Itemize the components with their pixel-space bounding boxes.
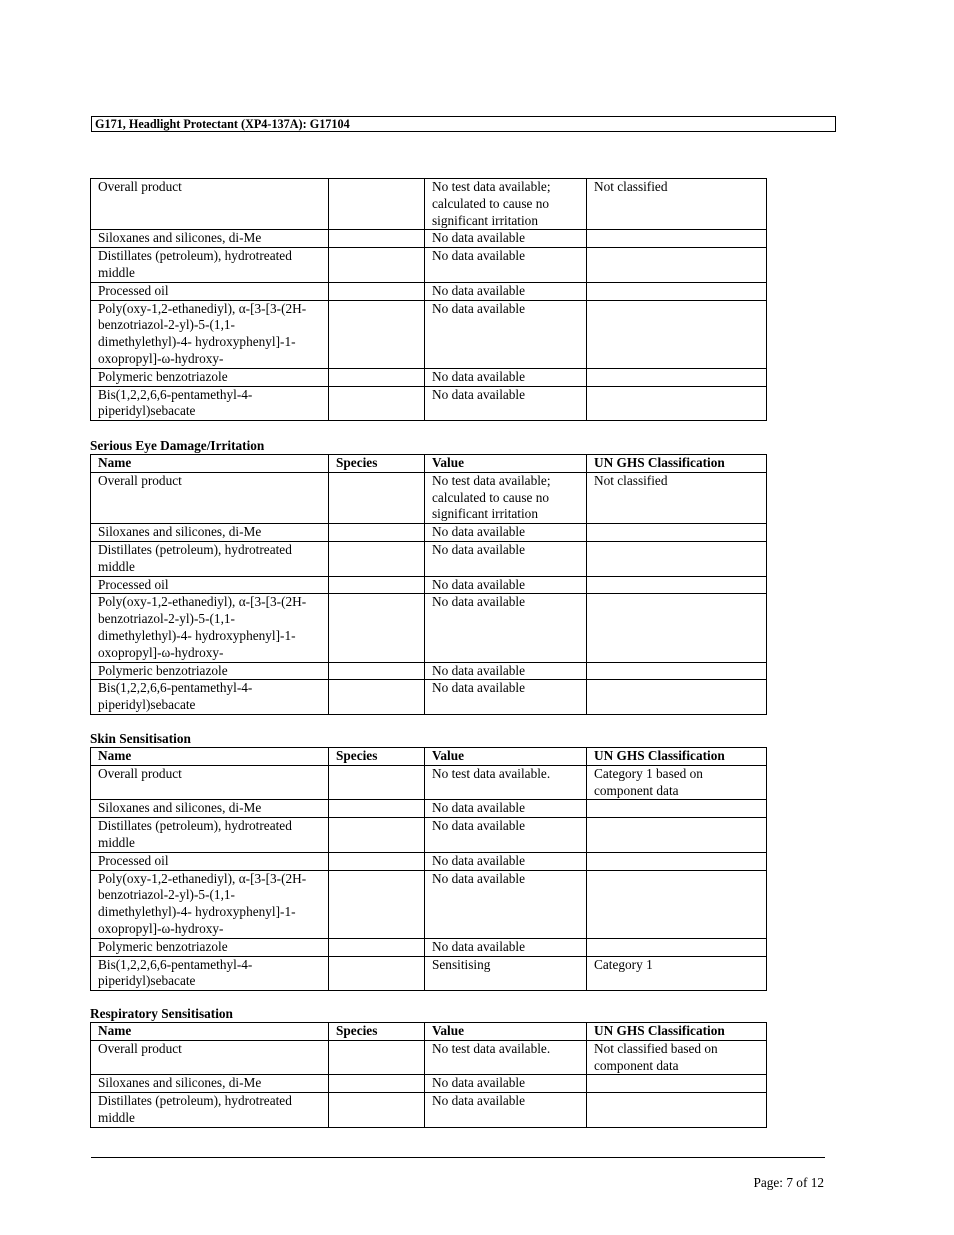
- cell-species: [329, 472, 425, 523]
- cell-classification: [587, 541, 767, 576]
- cell-name: Distillates (petroleum), hydrotreated middle: [91, 541, 329, 576]
- table-row: [91, 870, 767, 938]
- column-header-value: Value: [425, 455, 587, 473]
- cell-classification: [587, 594, 767, 662]
- cell-classification: [587, 870, 767, 938]
- cell-name: Siloxanes and silicones, di-Me: [91, 800, 329, 818]
- table-row: [91, 368, 767, 386]
- cell-species: [329, 282, 425, 300]
- cell-value: No test data available; calculated to cause no significant irritation: [425, 472, 587, 523]
- table-row: [91, 282, 767, 300]
- cell-value: No data available: [425, 662, 587, 680]
- cell-value: No data available: [425, 818, 587, 853]
- column-header-classification: UN GHS Classification: [587, 455, 767, 473]
- cell-value: No test data available.: [425, 1040, 587, 1075]
- cell-classification: [587, 800, 767, 818]
- cell-name: Bis(1,2,2,6,6-pentamethyl-4-piperidyl)sebacate: [91, 680, 329, 715]
- cell-species: [329, 1040, 425, 1075]
- cell-classification: [587, 300, 767, 368]
- cell-name: Siloxanes and silicones, di-Me: [91, 1075, 329, 1093]
- section-title: Skin Sensitisation: [90, 731, 191, 746]
- table-row: [91, 541, 767, 576]
- cell-name: Overall product: [91, 1040, 329, 1075]
- cell-name: Poly(oxy-1,2-ethanediyl), α-[3-[3-(2H-benzotriazol-2-yl)-5-(1,1-dimethylethyl)-4- hydroxyphenyl]-1-oxopropyl]-ω-hydroxy-: [91, 300, 329, 368]
- cell-classification: [587, 818, 767, 853]
- cell-value: No test data available; calculated to cause no significant irritation: [425, 179, 587, 230]
- section-respiratory-sensitisation: [90, 1005, 767, 1128]
- cell-species: [329, 1093, 425, 1128]
- cell-name: Distillates (petroleum), hydrotreated middle: [91, 818, 329, 853]
- cell-value: No data available: [425, 300, 587, 368]
- cell-value: No data available: [425, 230, 587, 248]
- cell-classification: [587, 386, 767, 421]
- cell-name: Overall product: [91, 179, 329, 230]
- table-row: [91, 938, 767, 956]
- column-header-species: Species: [329, 455, 425, 473]
- table-row: [91, 576, 767, 594]
- cell-name: Siloxanes and silicones, di-Me: [91, 524, 329, 542]
- data-table: [90, 747, 767, 991]
- table-row: [91, 680, 767, 715]
- cell-name: Bis(1,2,2,6,6-pentamethyl-4-piperidyl)sebacate: [91, 956, 329, 991]
- cell-name: Distillates (petroleum), hydrotreated middle: [91, 1093, 329, 1128]
- cell-species: [329, 870, 425, 938]
- table-row: [91, 852, 767, 870]
- table-row: [91, 179, 767, 230]
- cell-classification: [587, 282, 767, 300]
- cell-name: Processed oil: [91, 282, 329, 300]
- data-table: [90, 454, 767, 715]
- table-row: [91, 1075, 767, 1093]
- cell-value: No data available: [425, 800, 587, 818]
- cell-classification: [587, 1075, 767, 1093]
- cell-species: [329, 662, 425, 680]
- cell-name: Poly(oxy-1,2-ethanediyl), α-[3-[3-(2H-benzotriazol-2-yl)-5-(1,1-dimethylethyl)-4- hydroxyphenyl]-1-oxopropyl]-ω-hydroxy-: [91, 870, 329, 938]
- cell-classification: [587, 524, 767, 542]
- cell-name: Overall product: [91, 472, 329, 523]
- column-header-classification: UN GHS Classification: [587, 1023, 767, 1041]
- cell-classification: Not classified: [587, 472, 767, 523]
- table-row: [91, 524, 767, 542]
- cell-species: [329, 368, 425, 386]
- cell-species: [329, 818, 425, 853]
- data-table: [90, 178, 767, 421]
- cell-species: [329, 594, 425, 662]
- column-header-species: Species: [329, 748, 425, 766]
- cell-value: No data available: [425, 1093, 587, 1128]
- cell-value: No data available: [425, 870, 587, 938]
- column-header-value: Value: [425, 1023, 587, 1041]
- cell-value: No data available: [425, 680, 587, 715]
- column-header-name: Name: [91, 748, 329, 766]
- cell-name: Polymeric benzotriazole: [91, 368, 329, 386]
- cell-species: [329, 248, 425, 283]
- table-row: [91, 594, 767, 662]
- cell-species: [329, 800, 425, 818]
- cell-classification: [587, 852, 767, 870]
- cell-name: Processed oil: [91, 576, 329, 594]
- cell-classification: [587, 248, 767, 283]
- cell-name: Polymeric benzotriazole: [91, 938, 329, 956]
- cell-value: No data available: [425, 282, 587, 300]
- cell-name: Bis(1,2,2,6,6-pentamethyl-4-piperidyl)sebacate: [91, 386, 329, 421]
- cell-value: No data available: [425, 368, 587, 386]
- cell-classification: [587, 230, 767, 248]
- cell-species: [329, 680, 425, 715]
- column-header-species: Species: [329, 1023, 425, 1041]
- cell-value: No data available: [425, 852, 587, 870]
- cell-value: No data available: [425, 386, 587, 421]
- cell-classification: Not classified: [587, 179, 767, 230]
- column-header-classification: UN GHS Classification: [587, 748, 767, 766]
- cell-species: [329, 938, 425, 956]
- cell-name: Overall product: [91, 765, 329, 800]
- cell-value: No test data available.: [425, 765, 587, 800]
- table-header-row: [91, 455, 767, 473]
- column-header-value: Value: [425, 748, 587, 766]
- document-header: G171, Headlight Protectant (XP4-137A): G17104: [91, 116, 836, 132]
- cell-classification: [587, 576, 767, 594]
- cell-name: Polymeric benzotriazole: [91, 662, 329, 680]
- section-skin-irritation-continued: [90, 178, 767, 421]
- column-header-name: Name: [91, 1023, 329, 1041]
- page-number: Page: 7 of 12: [753, 1175, 824, 1190]
- cell-value: No data available: [425, 594, 587, 662]
- table-row: [91, 248, 767, 283]
- cell-classification: Category 1 based on component data: [587, 765, 767, 800]
- cell-value: Sensitising: [425, 956, 587, 991]
- section-title: Serious Eye Damage/Irritation: [90, 438, 265, 453]
- table-row: [91, 300, 767, 368]
- data-table: [90, 1022, 767, 1128]
- cell-classification: [587, 680, 767, 715]
- section-skin-sensitisation: [90, 730, 767, 991]
- cell-classification: [587, 662, 767, 680]
- cell-species: [329, 852, 425, 870]
- cell-species: [329, 765, 425, 800]
- cell-value: No data available: [425, 938, 587, 956]
- section-title: Respiratory Sensitisation: [90, 1006, 233, 1021]
- table-row: [91, 230, 767, 248]
- table-row: [91, 1040, 767, 1075]
- table-row: [91, 765, 767, 800]
- cell-species: [329, 230, 425, 248]
- column-header-name: Name: [91, 455, 329, 473]
- table-row: [91, 956, 767, 991]
- cell-name: Distillates (petroleum), hydrotreated middle: [91, 248, 329, 283]
- cell-species: [329, 541, 425, 576]
- cell-classification: [587, 368, 767, 386]
- table-header-row: [91, 748, 767, 766]
- cell-value: No data available: [425, 1075, 587, 1093]
- table-row: [91, 818, 767, 853]
- cell-classification: Not classified based on component data: [587, 1040, 767, 1075]
- table-row: [91, 800, 767, 818]
- cell-species: [329, 300, 425, 368]
- cell-value: No data available: [425, 524, 587, 542]
- cell-species: [329, 956, 425, 991]
- cell-classification: [587, 1093, 767, 1128]
- cell-value: No data available: [425, 541, 587, 576]
- cell-species: [329, 524, 425, 542]
- cell-species: [329, 179, 425, 230]
- table-row: [91, 386, 767, 421]
- table-row: [91, 472, 767, 523]
- table-row: [91, 1093, 767, 1128]
- cell-name: Poly(oxy-1,2-ethanediyl), α-[3-[3-(2H-benzotriazol-2-yl)-5-(1,1-dimethylethyl)-4- hydroxyphenyl]-1-oxopropyl]-ω-hydroxy-: [91, 594, 329, 662]
- cell-value: No data available: [425, 248, 587, 283]
- table-row: [91, 662, 767, 680]
- cell-species: [329, 1075, 425, 1093]
- section-serious-eye-damage: [90, 437, 767, 715]
- cell-species: [329, 576, 425, 594]
- table-header-row: [91, 1023, 767, 1041]
- cell-name: Siloxanes and silicones, di-Me: [91, 230, 329, 248]
- cell-value: No data available: [425, 576, 587, 594]
- cell-classification: Category 1: [587, 956, 767, 991]
- cell-classification: [587, 938, 767, 956]
- cell-species: [329, 386, 425, 421]
- footer-divider: [91, 1157, 825, 1158]
- cell-name: Processed oil: [91, 852, 329, 870]
